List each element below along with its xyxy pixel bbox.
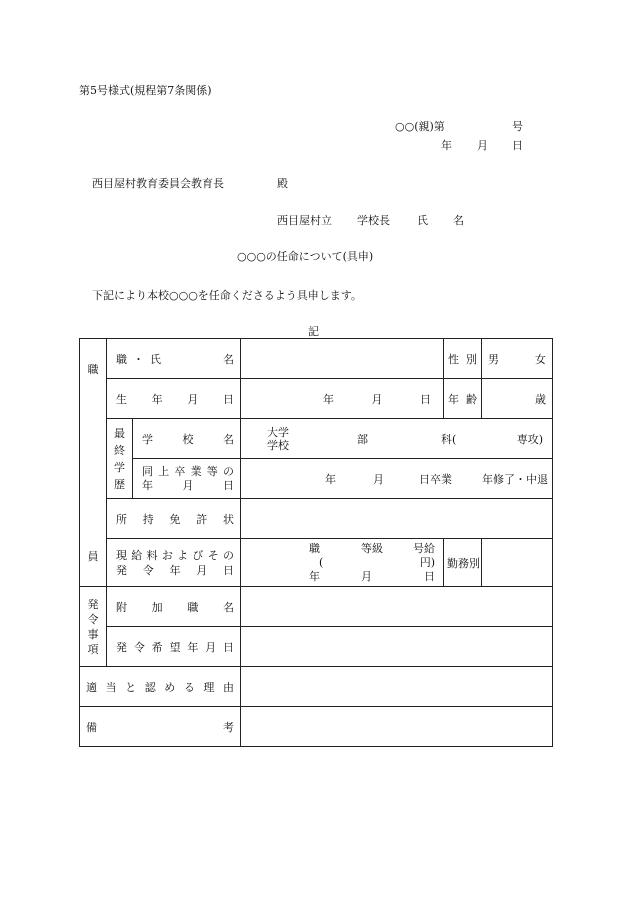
age-label-cell	[444, 379, 482, 419]
personnel-table	[79, 338, 553, 747]
body-text: 下記により本校○○○を任命くださるよう具申します。	[92, 289, 362, 302]
school-types: 大学 学校	[267, 425, 289, 452]
date-day: 日	[512, 139, 523, 152]
workplace-field[interactable]	[482, 539, 553, 587]
birth-value: 年 月 日	[323, 392, 431, 406]
reason-label-cell	[80, 667, 241, 707]
row-salary	[80, 539, 553, 587]
grad-label-cell	[133, 459, 241, 499]
gender-label: 性 別	[448, 352, 477, 366]
additional-post-label-cell	[107, 587, 241, 627]
additional-post-label: 附 加 職 名	[116, 600, 234, 614]
age-label: 年 齢	[448, 392, 477, 406]
birth-label: 生 年 月 日	[116, 392, 234, 406]
group-issue-label: 発 令 事 項	[87, 597, 99, 656]
grad-label: 同 上 卒 業 等 の 年 月 日	[142, 464, 234, 492]
salary-label-cell	[107, 539, 241, 587]
workplace-label-cell	[444, 539, 482, 587]
school-course: 専攻)	[516, 432, 543, 446]
row-additional-post	[80, 587, 553, 627]
license-label-cell	[107, 499, 241, 539]
gender-options: 男 女	[488, 352, 546, 366]
addressee-honorific: 殿	[277, 177, 288, 190]
date-year: 年	[441, 139, 452, 152]
date-month: 月	[477, 139, 488, 152]
name-label-cell	[107, 339, 241, 379]
birth-label-cell	[107, 379, 241, 419]
salary-value: 職 等級 号給 ( 円) 年 月 日	[309, 541, 435, 583]
row-name	[80, 339, 553, 379]
sender-school: 西目屋村立	[277, 214, 332, 227]
age-field[interactable]	[482, 379, 553, 419]
age-unit: 歳	[535, 392, 546, 406]
group-staff-label: 職 員	[87, 362, 99, 563]
row-birth	[80, 379, 553, 419]
name-label: 職 ・ 氏 名	[116, 352, 234, 366]
edu-group-label: 最 終 学 歴	[114, 426, 125, 491]
school-label-cell	[133, 419, 241, 459]
row-license	[80, 499, 553, 539]
license-field[interactable]	[241, 499, 553, 539]
subject: ○○○の任命について(具申)	[237, 250, 374, 263]
salary-label: 現 給 料 お よ び そ の 発 令 年 月 日	[116, 548, 234, 577]
group-issue-cell	[80, 587, 107, 667]
salary-field[interactable]	[241, 539, 444, 587]
reason-label: 適 当 と 認 め る 理 由	[86, 680, 234, 694]
license-label: 所 持 免 許 状	[116, 512, 234, 526]
group-staff-cell	[80, 339, 107, 587]
school-value	[241, 426, 552, 452]
row-school	[80, 419, 553, 459]
remarks-field[interactable]	[241, 707, 553, 747]
ki-label: 記	[308, 325, 319, 338]
grad-value: 年 月 日卒業 年修了・中退	[325, 472, 548, 486]
additional-post-field[interactable]	[241, 587, 553, 627]
addressee-name: 西目屋村教育委員会教育長	[92, 177, 224, 190]
desired-date-field[interactable]	[241, 627, 553, 667]
school-label: 学 校 名	[142, 432, 234, 446]
sender-name-1: 氏	[417, 214, 428, 227]
doc-number-prefix: ○○(親)第	[395, 120, 445, 133]
gender-label-cell	[444, 339, 482, 379]
reason-field[interactable]	[241, 667, 553, 707]
gender-field[interactable]	[482, 339, 553, 379]
form-title: 第5号様式(規程第7条関係)	[79, 84, 212, 97]
remarks-label-cell	[80, 707, 241, 747]
school-dept: 部	[357, 432, 368, 446]
row-desired-date	[80, 627, 553, 667]
desired-date-label: 発 令 希 望 年 月 日	[116, 640, 234, 654]
school-field[interactable]	[241, 419, 553, 459]
desired-date-label-cell	[107, 627, 241, 667]
grad-field[interactable]	[241, 459, 553, 499]
doc-number-suffix: 号	[512, 120, 523, 133]
sender-name-2: 名	[453, 214, 464, 227]
workplace-label: 勤 務 別	[447, 556, 480, 570]
row-reason	[80, 667, 553, 707]
school-major: 科(	[441, 432, 457, 446]
row-remarks	[80, 707, 553, 747]
sender-role: 学校長	[357, 214, 390, 227]
name-field[interactable]	[241, 339, 444, 379]
row-graduation	[80, 459, 553, 499]
edu-group-cell	[107, 419, 133, 499]
birth-field[interactable]	[241, 379, 444, 419]
remarks-label: 備 考	[86, 720, 234, 734]
